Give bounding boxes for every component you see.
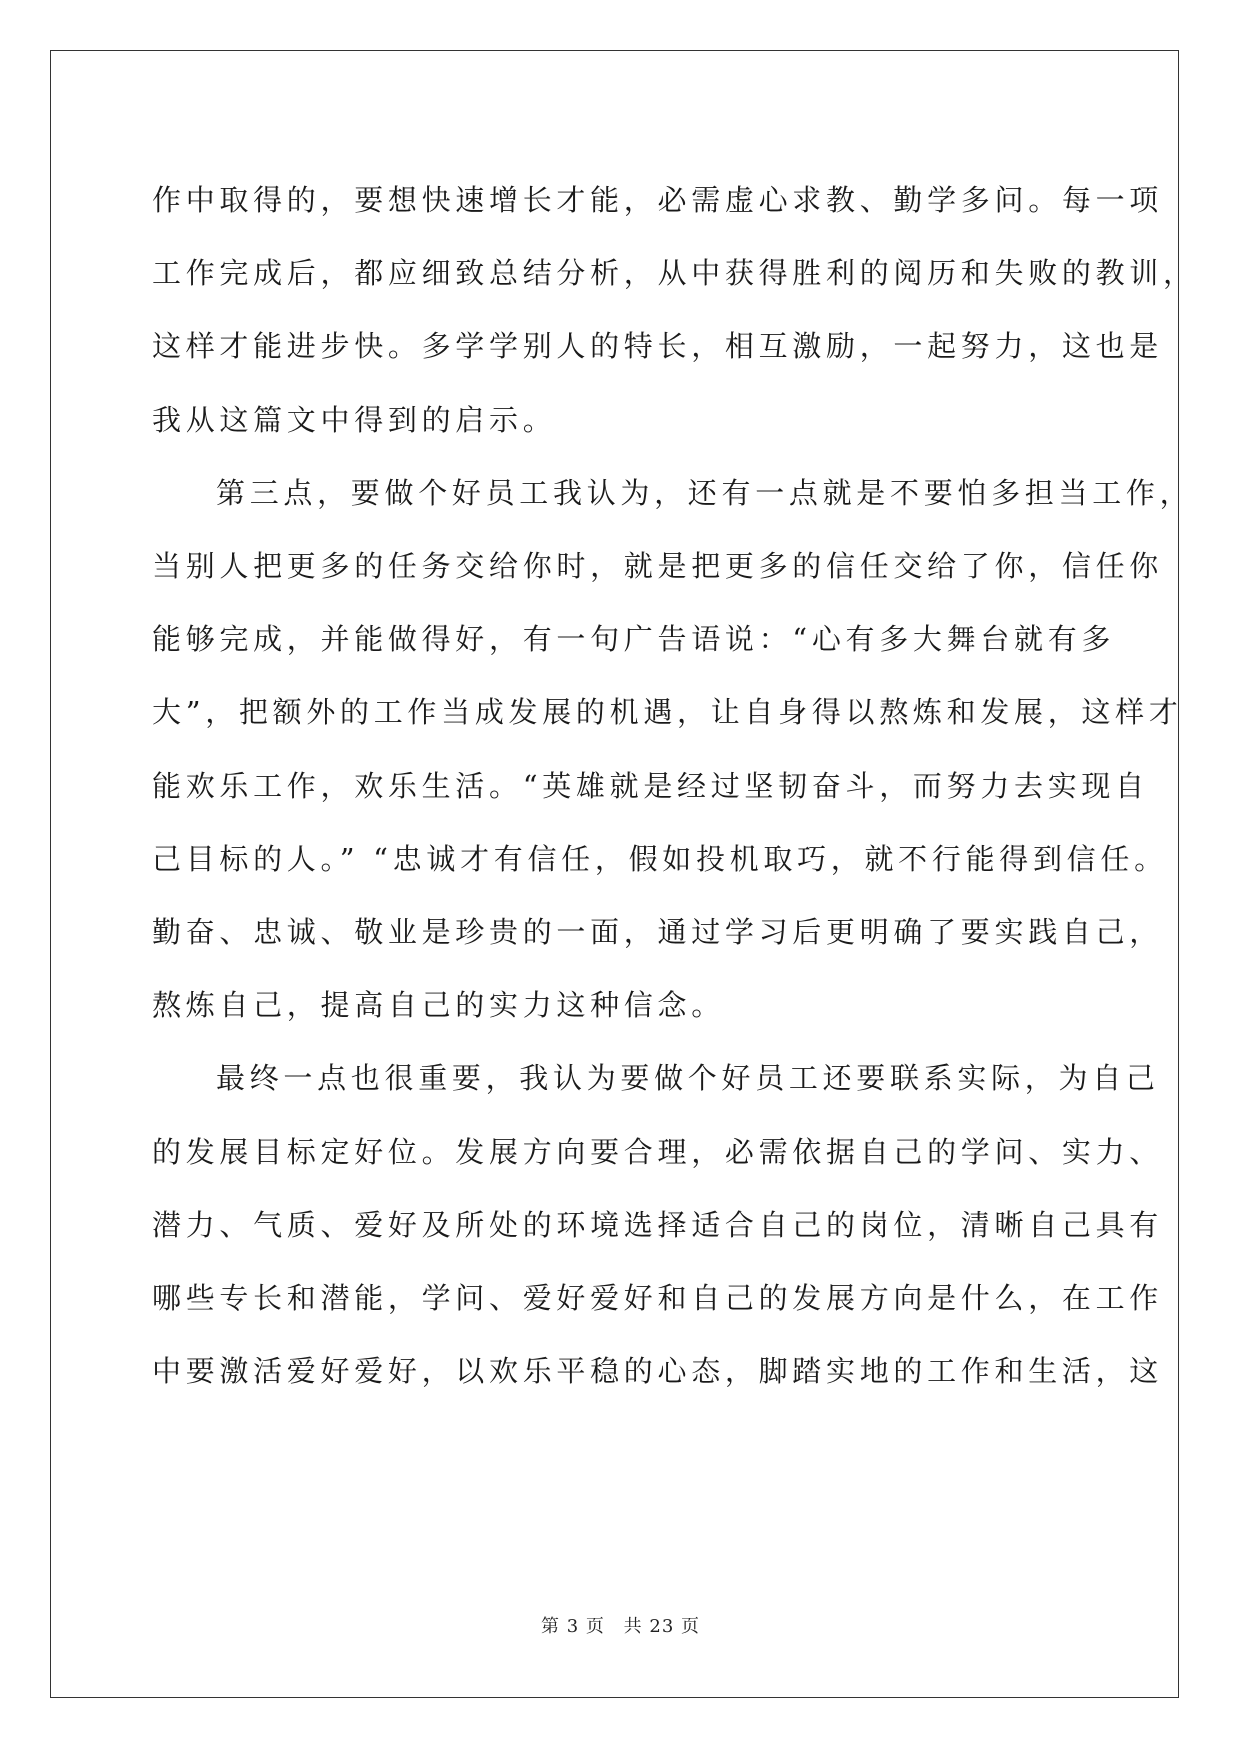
paragraph-start-line: 第三点，要做个好员工我认为，还有一点就是不要怕多担当工作， (216, 475, 1194, 510)
paragraph-start-line: 最终一点也很重要，我认为要做个好员工还要联系实际，为自己 (216, 1061, 1160, 1096)
text-line: 中要激活爱好爱好，以欢乐平稳的心态，脚踏实地的工作和生活，这 (152, 1354, 1164, 1389)
text-line: 己目标的人。” “忠诚才有信任，假如投机取巧，就不行能得到信任。 (152, 841, 1168, 876)
text-line: 当别人把更多的任务交给你时，就是把更多的信任交给了你，信任你 (152, 549, 1164, 583)
text-line: 工作完成后，都应细致总结分析，从中获得胜利的阅历和失败的教训， (152, 256, 1197, 291)
page-footer (0, 1612, 1241, 1638)
text-line: 的发展目标定好位。发展方向要合理，必需依据自己的学问、实力、 (152, 1134, 1164, 1169)
text-line: 哪些专长和潜能，学问、爱好爱好和自己的发展方向是什么，在工作 (152, 1281, 1164, 1315)
text-line: 能够完成，并能做得好，有一句广告语说：“心有多大舞台就有多 (152, 622, 1116, 657)
text-line: 作中取得的，要想快速增长才能，必需虚心求教、勤学多问。每一项 (152, 183, 1164, 217)
page-number: 第 3 页 (541, 1616, 605, 1637)
page-total: 共 23 页 (623, 1616, 700, 1637)
text-line: 我从这篇文中得到的启示。 (152, 402, 557, 437)
text-line: 熬炼自己，提高自己的实力这种信念。 (152, 988, 725, 1023)
text-line: 大”，把额外的工作当成发展的机遇，让自身得以熬炼和发展，这样才 (152, 695, 1183, 730)
text-line: 这样才能进步快。多学学别人的特长，相互激励，一起努力，这也是 (152, 329, 1164, 364)
text-line: 能欢乐工作，欢乐生活。“英雄就是经过坚韧奋斗，而努力去实现自 (152, 768, 1149, 803)
text-line: 潜力、气质、爱好及所处的环境选择适合自己的岗位，清晰自己具有 (152, 1207, 1164, 1242)
text-line: 勤奋、忠诚、敬业是珍贵的一面，通过学习后更明确了要实践自己， (152, 915, 1164, 949)
